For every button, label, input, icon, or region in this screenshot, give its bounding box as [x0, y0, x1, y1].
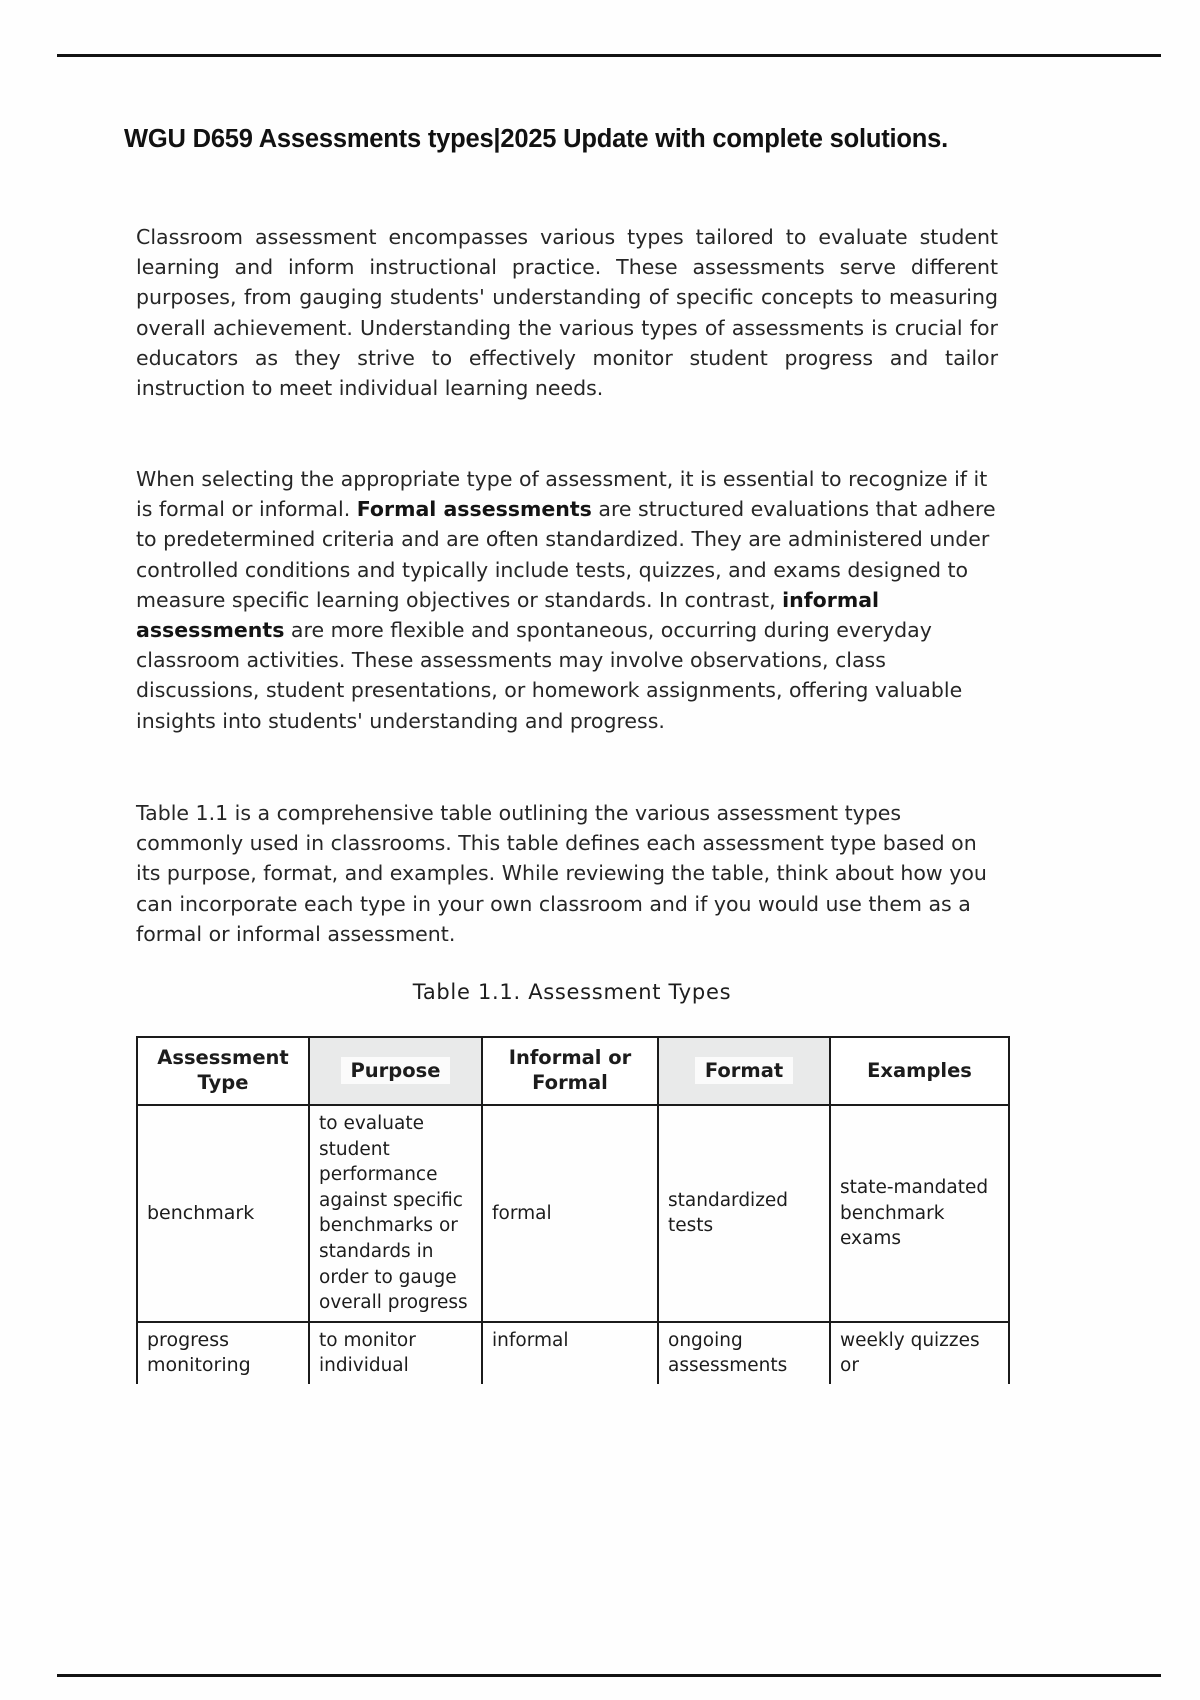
column-header-examples	[830, 1037, 1009, 1105]
cell-informal-or-formal: informal	[482, 1322, 658, 1384]
cell-purpose: to monitor individual	[309, 1322, 482, 1384]
paragraph-intro: Classroom assessment encompasses various types tailored to evaluate student learning and inform instructional practice. These assessments serve different purposes, from gauging students' understanding of specific concepts to measuring overall achievement. Understanding the various types of assessments is crucial for educators as they strive to effectively monitor student progress and tailor instruction to meet individual learning needs.	[136, 225, 998, 401]
table-row	[137, 1322, 1009, 1384]
column-header-informal-or-formal	[482, 1037, 658, 1105]
cell-assessment-type: benchmark	[137, 1105, 309, 1322]
column-header-format	[658, 1037, 830, 1105]
header-line-2: Type	[197, 1071, 249, 1094]
header-line-1: Format	[695, 1057, 793, 1084]
column-header-purpose	[309, 1037, 482, 1105]
header-line-1: Purpose	[341, 1057, 451, 1084]
page-top-rule	[57, 54, 1161, 57]
page-bottom-rule	[57, 1674, 1161, 1677]
header-line-1: Examples	[867, 1058, 972, 1082]
header-line-1: Informal or	[508, 1046, 632, 1069]
column-header-assessment-type	[137, 1037, 309, 1105]
emphasis-term: Formal assessments	[356, 497, 592, 522]
header-line-2: Formal	[532, 1071, 608, 1094]
cell-format: ongoing assessments	[658, 1322, 830, 1384]
cell-purpose: to evaluate student performance against specific benchmarks or standards in order to gauge overall progress	[309, 1105, 482, 1322]
emphasis-term: informal assessments	[136, 587, 880, 643]
page-title: WGU D659 Assessments types|2025 Update with complete solutions.	[124, 125, 949, 153]
cell-format: standardized tests	[658, 1105, 830, 1322]
paragraph-table-intro: Table 1.1 is a comprehensive table outlining the various assessment types commonly used in classrooms. This table defines each assessment type based on its purpose, format, and examples. While reviewing the table, think about how you can incorporate each type in your own classroom and if you would use them as a formal or informal assessment.	[136, 801, 987, 946]
table-caption: Table 1.1. Assessment Types	[412, 980, 732, 1004]
cell-assessment-type: progress monitoring	[137, 1322, 309, 1384]
cell-informal-or-formal: formal	[482, 1105, 658, 1322]
assessment-types-table	[136, 1036, 1010, 1384]
table-row	[137, 1105, 1009, 1322]
paragraph-formal-informal: When selecting the appropriate type of assessment, it is essential to recognize if it is formal or informal. Formal assessments are structured evaluations that adhere to predetermined criteria and are often standardized. They are administered under controlled conditions and typically include tests, quizzes, and exams designed to measure specific learning objectives or standards. In contrast, informal assessments are more flexible and spontaneous, occurring during everyday classroom activities. These assessments may involve observations, class discussions, student presentations, or homework assignments, offering valuable insights into students' understanding and progress.	[136, 467, 996, 733]
table-header-row	[137, 1037, 1009, 1105]
cell-examples: weekly quizzes or	[830, 1322, 1009, 1384]
header-line-1: Assessment	[157, 1046, 289, 1069]
cell-examples: state-mandated benchmark exams	[830, 1105, 1009, 1322]
